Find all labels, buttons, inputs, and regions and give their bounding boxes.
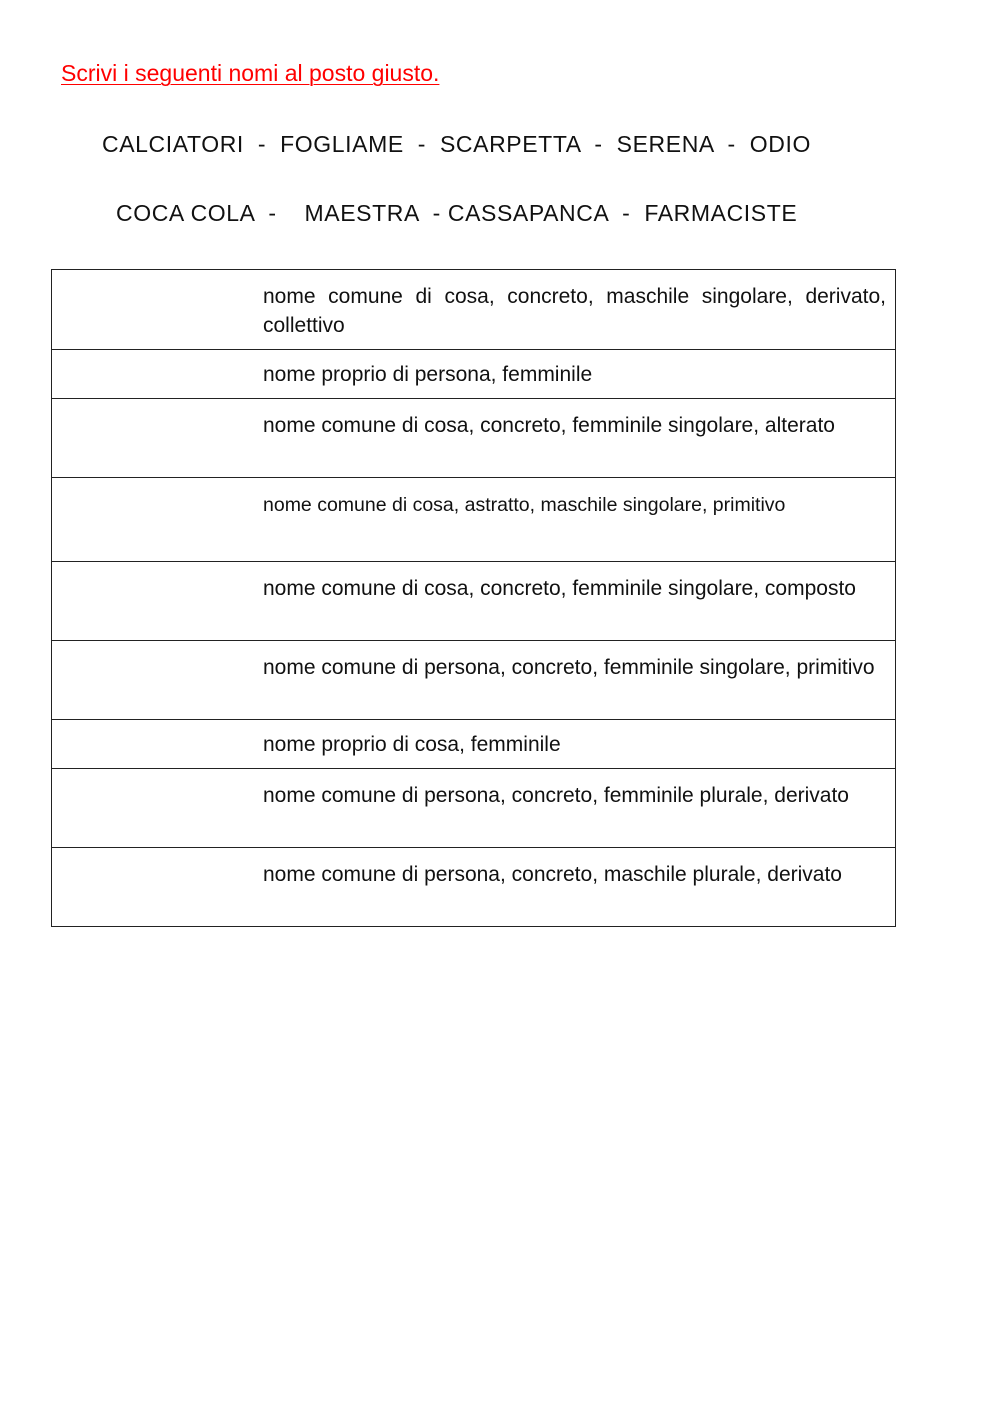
description-text: nome comune di cosa, astratto, maschile singolare, primitivo — [263, 494, 786, 516]
description-cell — [262, 562, 896, 641]
description-text: nome comune di persona, concreto, maschile plurale, derivato — [263, 863, 842, 886]
description-cell — [262, 720, 896, 769]
answer-input[interactable] — [52, 350, 262, 398]
description-text: nome comune di cosa, concreto, femminile singolare, composto — [263, 577, 856, 600]
answer-input[interactable] — [52, 399, 262, 477]
answer-cell[interactable] — [52, 720, 263, 769]
description-text: nome comune di cosa, concreto, femminile singolare, alterato — [263, 414, 835, 437]
description-cell — [262, 399, 896, 478]
table-row — [52, 720, 896, 769]
answer-table — [51, 269, 896, 927]
description-cell — [262, 769, 896, 848]
answer-cell[interactable] — [52, 641, 263, 720]
description-text: nome proprio di cosa, femminile — [263, 733, 561, 756]
table-row — [52, 478, 896, 562]
description-cell — [262, 641, 896, 720]
answer-cell[interactable] — [52, 350, 263, 399]
table-row — [52, 562, 896, 641]
table-row — [52, 350, 896, 399]
answer-input[interactable] — [52, 641, 262, 719]
answer-input[interactable] — [52, 848, 262, 926]
description-cell — [262, 848, 896, 927]
answer-input[interactable] — [52, 562, 262, 640]
answer-cell[interactable] — [52, 399, 263, 478]
description-text: nome comune di persona, concreto, femminile singolare, primitivo — [263, 656, 875, 679]
answer-cell[interactable] — [52, 769, 263, 848]
description-text: nome proprio di persona, femminile — [263, 363, 593, 386]
table-row — [52, 848, 896, 927]
table-row — [52, 399, 896, 478]
answer-input[interactable] — [52, 769, 262, 847]
instruction-heading: Scrivi i seguenti nomi al posto giusto. — [61, 60, 440, 86]
answer-input[interactable] — [52, 720, 262, 768]
answer-cell[interactable] — [52, 478, 263, 562]
answer-input[interactable] — [52, 270, 262, 349]
word-list-line-2: COCA COLA - MAESTRA - CASSAPANCA - FARMACISTE — [116, 200, 798, 226]
description-text: nome comune di persona, concreto, femminile plurale, derivato — [263, 784, 849, 807]
table-row — [52, 769, 896, 848]
answer-cell[interactable] — [52, 848, 263, 927]
answer-cell[interactable] — [52, 562, 263, 641]
description-cell — [262, 270, 896, 350]
description-text: nome comune di cosa, concreto, maschile singolare, derivato, collettivo — [263, 285, 886, 337]
word-list-line-1: CALCIATORI - FOGLIAME - SCARPETTA - SERENA - ODIO — [102, 131, 811, 157]
answer-cell[interactable] — [52, 270, 263, 350]
table-row — [52, 641, 896, 720]
table-row — [52, 270, 896, 350]
answer-input[interactable] — [52, 478, 262, 561]
description-cell — [262, 350, 896, 399]
description-cell — [262, 478, 896, 562]
